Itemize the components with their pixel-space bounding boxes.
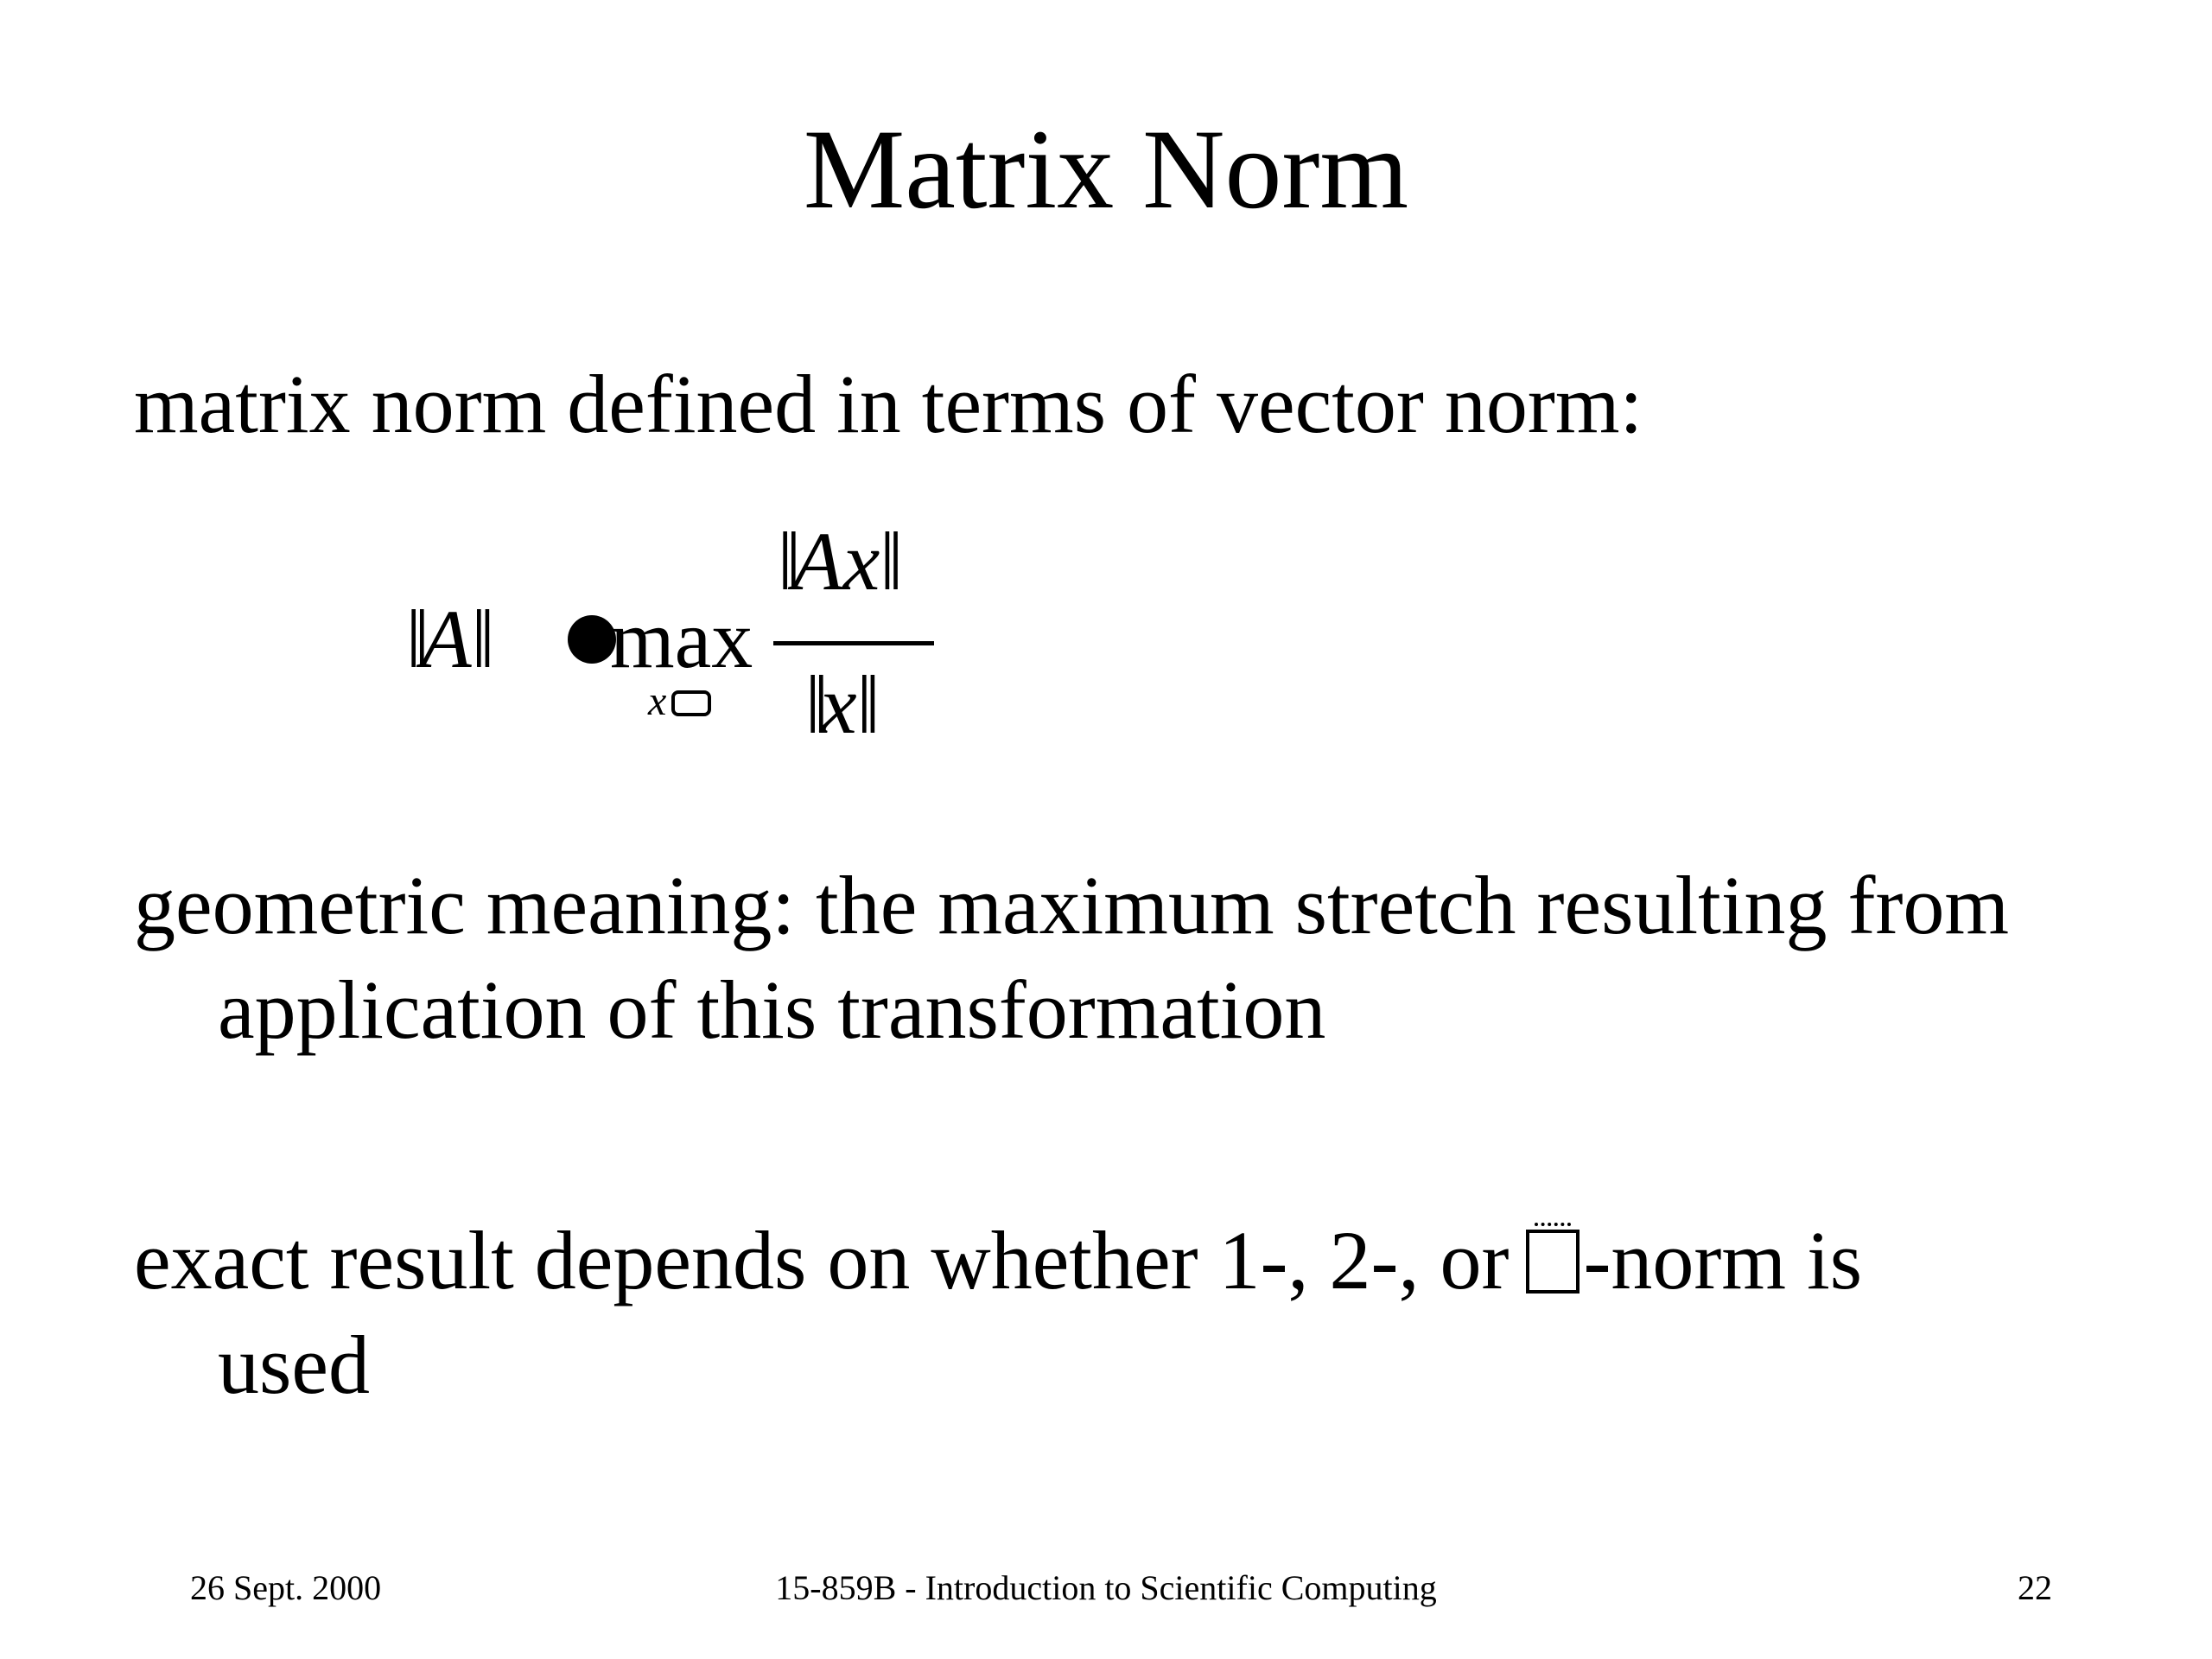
formula-numerator bbox=[778, 515, 895, 607]
bullet-exact-result-line2: used bbox=[218, 1319, 370, 1411]
numerator-bar-open: ‖ bbox=[778, 515, 792, 607]
footer-page-number: 22 bbox=[2018, 1568, 2052, 1607]
footer-course-title: 15-859B - Introduction to Scientific Computing bbox=[775, 1568, 1437, 1607]
matrix-variable-a: A bbox=[420, 593, 472, 685]
formula-denominator bbox=[805, 658, 872, 751]
denominator-bar-open: ‖ bbox=[805, 658, 820, 751]
max-subscript bbox=[648, 678, 711, 724]
box-glyph-icon bbox=[1526, 1230, 1580, 1294]
bullet-geometric-line1: geometric meaning: the maximum stretch resulting from bbox=[134, 859, 2010, 951]
numerator-bar-close: ‖ bbox=[880, 515, 895, 607]
norm-bar-open: ‖ bbox=[406, 593, 421, 685]
camera-glyph-icon bbox=[671, 690, 711, 716]
slide-title: Matrix Norm bbox=[803, 105, 1409, 232]
denominator-expression: x bbox=[819, 658, 857, 751]
bullet-exact-result-line1 bbox=[134, 1214, 1863, 1306]
exact-result-text-after: -norm is bbox=[1583, 1214, 1863, 1306]
exact-result-text-before: exact result depends on whether 1-, 2-, or bbox=[134, 1214, 1510, 1306]
matrix-norm-formula bbox=[406, 515, 959, 778]
footer-date: 26 Sept. 2000 bbox=[190, 1568, 382, 1607]
max-operator: max bbox=[610, 593, 753, 685]
norm-bar-close: ‖ bbox=[471, 593, 486, 685]
denominator-bar-close: ‖ bbox=[856, 658, 872, 751]
filled-circle-icon bbox=[568, 615, 616, 664]
bullet-geometric-line2: application of this transformation bbox=[218, 963, 1326, 1056]
subscript-variable-x: x bbox=[648, 678, 667, 724]
fraction-line bbox=[773, 641, 934, 645]
bullet-definition: matrix norm defined in terms of vector norm: bbox=[134, 358, 1643, 450]
formula-lhs bbox=[406, 593, 486, 685]
numerator-expression: Ax bbox=[791, 515, 880, 607]
